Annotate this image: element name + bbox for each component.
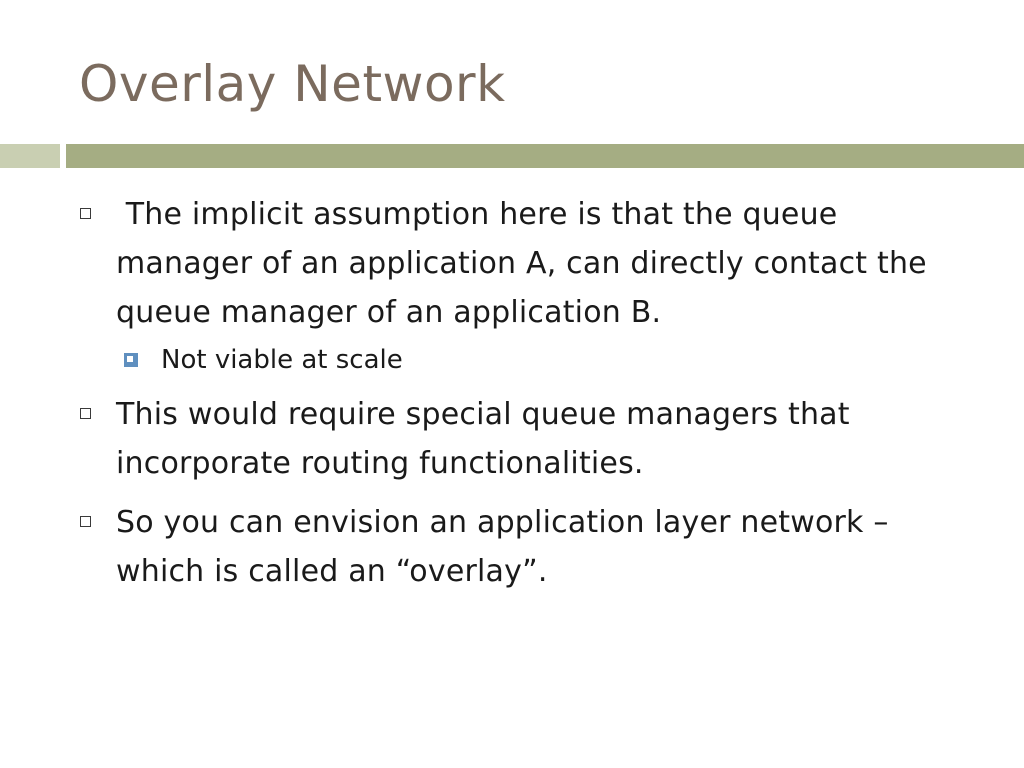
bullet-text: This would require special queue managers that incorporate routing functionalities. (116, 397, 850, 481)
sub-bullet-text: Not viable at scale (161, 345, 403, 375)
title-band-right (66, 144, 1024, 168)
filled-square-bullet-icon (124, 353, 138, 367)
hollow-square-bullet-icon (80, 208, 91, 219)
title-band-left (0, 144, 60, 168)
slide-title: Overlay Network (79, 55, 506, 113)
bullet-item (80, 498, 980, 596)
sub-bullet-item (124, 340, 980, 380)
bullet-text: So you can envision an application layer network – which is called an “overlay”. (116, 505, 889, 589)
slide-content (80, 190, 980, 596)
bullet-item (80, 190, 980, 337)
bullet-item (80, 390, 980, 488)
bullet-text: The implicit assumption here is that the queue manager of an application A, can directly contact the queue manager of an application B. (116, 197, 937, 330)
hollow-square-bullet-icon (80, 408, 91, 419)
hollow-square-bullet-icon (80, 516, 91, 527)
